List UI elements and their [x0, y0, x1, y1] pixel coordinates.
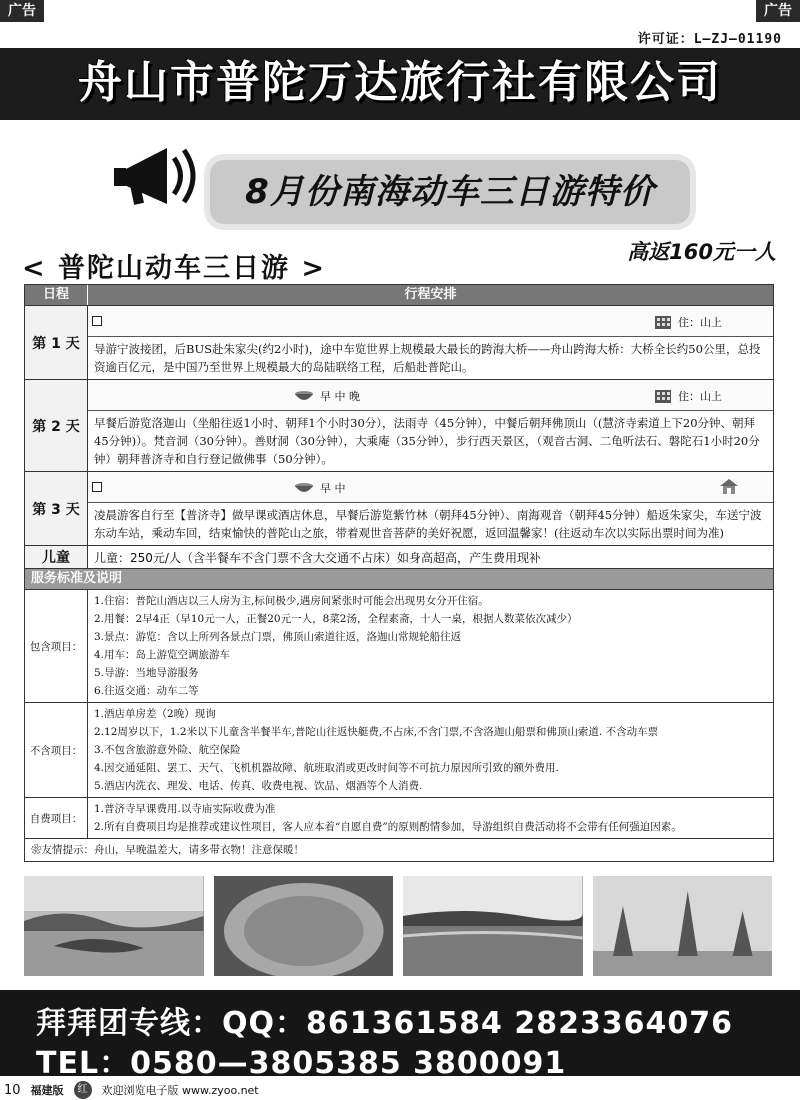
home-icon	[719, 478, 739, 494]
promo-title: 8月份南海动车三日游特价	[245, 172, 655, 212]
excluded-label: 不含项目：	[25, 703, 88, 797]
promo-rebate: 高返160元一人	[627, 240, 776, 264]
day-row-3	[25, 471, 773, 545]
meals-label: 早 中 晚	[320, 390, 360, 403]
day-description: 早餐后游览洛迦山（坐船往返1小时、朝拜1个小时30分），法雨寺（45分钟），中餐后朝拜佛顶山（(慧济寺索道上下20分钟、朝拜45分钟)）。梵音洞（30分钟）。善财洞（30分钟），大乘庵（35分钟），步行西天景区，（观音古洞、二龟听法石、磐陀石1小时20分钟）朝拜普济寺和自行登记做佛事（50分钟）。	[94, 416, 760, 466]
header-plan: 行程安排	[404, 287, 457, 302]
included-item: 6.往返交通：动车二等	[94, 685, 199, 697]
included-label: 包含项目：	[25, 590, 88, 702]
megaphone-icon	[112, 136, 212, 216]
excluded-item: 1.酒店单房差（2晚）现询	[94, 708, 216, 720]
checkbox-icon	[92, 482, 102, 492]
excluded-item: 2.12周岁以下，1.2米以下儿童含半餐半车,普陀山往返快艇费,不占床,不含门票,不含洛迦山船票和佛顶山索道. 不含动车票	[94, 726, 659, 738]
checkbox-icon	[92, 316, 102, 326]
stay-label: 住：山上	[678, 390, 722, 403]
meal-line	[88, 472, 773, 503]
edition-label: 福建版	[30, 1084, 64, 1097]
hotline-tel: TEL：0580—3805385 3800091	[36, 1046, 567, 1081]
red-logo-icon: 红	[74, 1081, 92, 1099]
meal-line	[88, 380, 773, 411]
day-row-1	[25, 305, 773, 379]
license-number: 许可证：L—ZJ—01190	[637, 32, 782, 47]
included-item: 4.用车：岛上游览空调旅游车	[94, 649, 231, 661]
included-item: 5.导游：当地导游服务	[94, 667, 199, 679]
company-name: 舟山市普陀万达旅行社有限公司	[78, 57, 722, 108]
ad-tag-right: 广告	[756, 0, 800, 22]
day-row-2	[25, 379, 773, 471]
itinerary-table	[24, 284, 774, 862]
optional-item: 1.普济寺早课费用.以寺庙实际收费为准	[94, 803, 276, 815]
excluded-item: 3.不包含旅游意外险、航空保险	[94, 744, 241, 756]
excluded-item: 4.因交通延阻、罢工、天气、飞机机器故障、航班取消或更改时间等不可抗力原因所引致的额外费用.	[94, 762, 559, 774]
hotel-icon	[654, 315, 672, 329]
header-day: 日程	[25, 285, 88, 305]
child-label: 儿童	[25, 546, 88, 568]
meals-label: 早 中	[320, 482, 346, 495]
included-row	[25, 589, 773, 702]
hotel-icon	[654, 389, 672, 403]
stay-label: 住：山上	[678, 316, 722, 329]
child-price: 儿童：250元/人（含半餐车不含门票不含大交通不占床）如身高超高，产生费用现补	[94, 550, 541, 565]
day-description: 凌晨游客自行至【普济寺】做早课或酒店休息，早餐后游览紫竹林（朝拜45分钟）、南海观音（朝拜45分钟）船返朱家尖，车送宁波东动车站，乘动车回，结束愉快的普陀山之旅，带着观世音菩萨的美好祝愿，返回温馨家！(往返动车次以实际出票时间为准)	[94, 508, 762, 540]
excluded-item: 5.酒店内洗衣、理发、电话、传真、收费电视、饮品、烟酒等个人消费.	[94, 780, 423, 792]
included-item: 1.住宿：普陀山酒店以三人房为主,标间极少,遇房间紧张时可能会出现男女分开住宿。	[94, 595, 489, 607]
meal-bowl-icon	[294, 482, 314, 494]
tour-title: < 普陀山动车三日游 >	[22, 253, 327, 284]
optional-row	[25, 797, 773, 838]
meal-line	[88, 306, 773, 337]
service-header: 服务标准及说明	[25, 568, 773, 589]
excluded-row	[25, 702, 773, 797]
island-aerial-photo	[24, 876, 204, 976]
included-item: 3.景点：游览：含以上所列各景点门票，佛顶山索道往返，洛迦山常规轮船往返	[94, 631, 462, 643]
page-number: 10	[4, 1082, 21, 1098]
meal-info	[294, 388, 360, 404]
meal-info	[294, 480, 346, 496]
hotel-info	[654, 388, 722, 404]
day-label: 第 1 天	[25, 306, 88, 379]
day-label: 第 3 天	[25, 472, 88, 545]
coastline-photo	[403, 876, 583, 976]
optional-item: 2.所有自费项目均是推荐或建议性项目，客人应本着“自愿自费”的原则酌情参加，导游组织自费活动将不会带有任何强迫因素。	[94, 821, 682, 833]
day-description: 导游宁波接团，后BUS赴朱家尖(约2小时)，途中车览世界上规模最大最长的跨海大桥——舟山跨海大桥：大桥全长约50公里，总投资逾百亿元，是中国乃至世界上规模最大的岛陆联络工程，后船赴普陀山。	[94, 342, 761, 374]
day-label: 第 2 天	[25, 380, 88, 471]
friendly-tip: ❀友情提示：舟山，早晚温差大，请多带衣物！注意保暖！	[25, 838, 773, 861]
hotel-info	[654, 314, 722, 330]
ad-tag-left: 广告	[0, 0, 44, 22]
child-row	[25, 545, 773, 568]
itinerary-header	[25, 285, 773, 305]
footer-text[interactable]: 欢迎浏览电子版 www.zyoo.net	[101, 1084, 259, 1097]
buddha-rock-photo	[214, 876, 394, 976]
hotline-qq: 拜拜团专线：QQ：861361584 2823364076	[36, 1006, 734, 1041]
photo-strip	[24, 876, 772, 976]
statues-photo	[593, 876, 773, 976]
optional-label: 自费项目：	[25, 798, 88, 838]
page-footer	[0, 1080, 800, 1100]
included-item: 2.用餐：2早4正（早10元一人，正餐20元一人，8菜2汤，全程素斋，十人一桌，根据人数菜依次减少）	[94, 613, 578, 625]
meal-bowl-icon	[294, 390, 314, 402]
